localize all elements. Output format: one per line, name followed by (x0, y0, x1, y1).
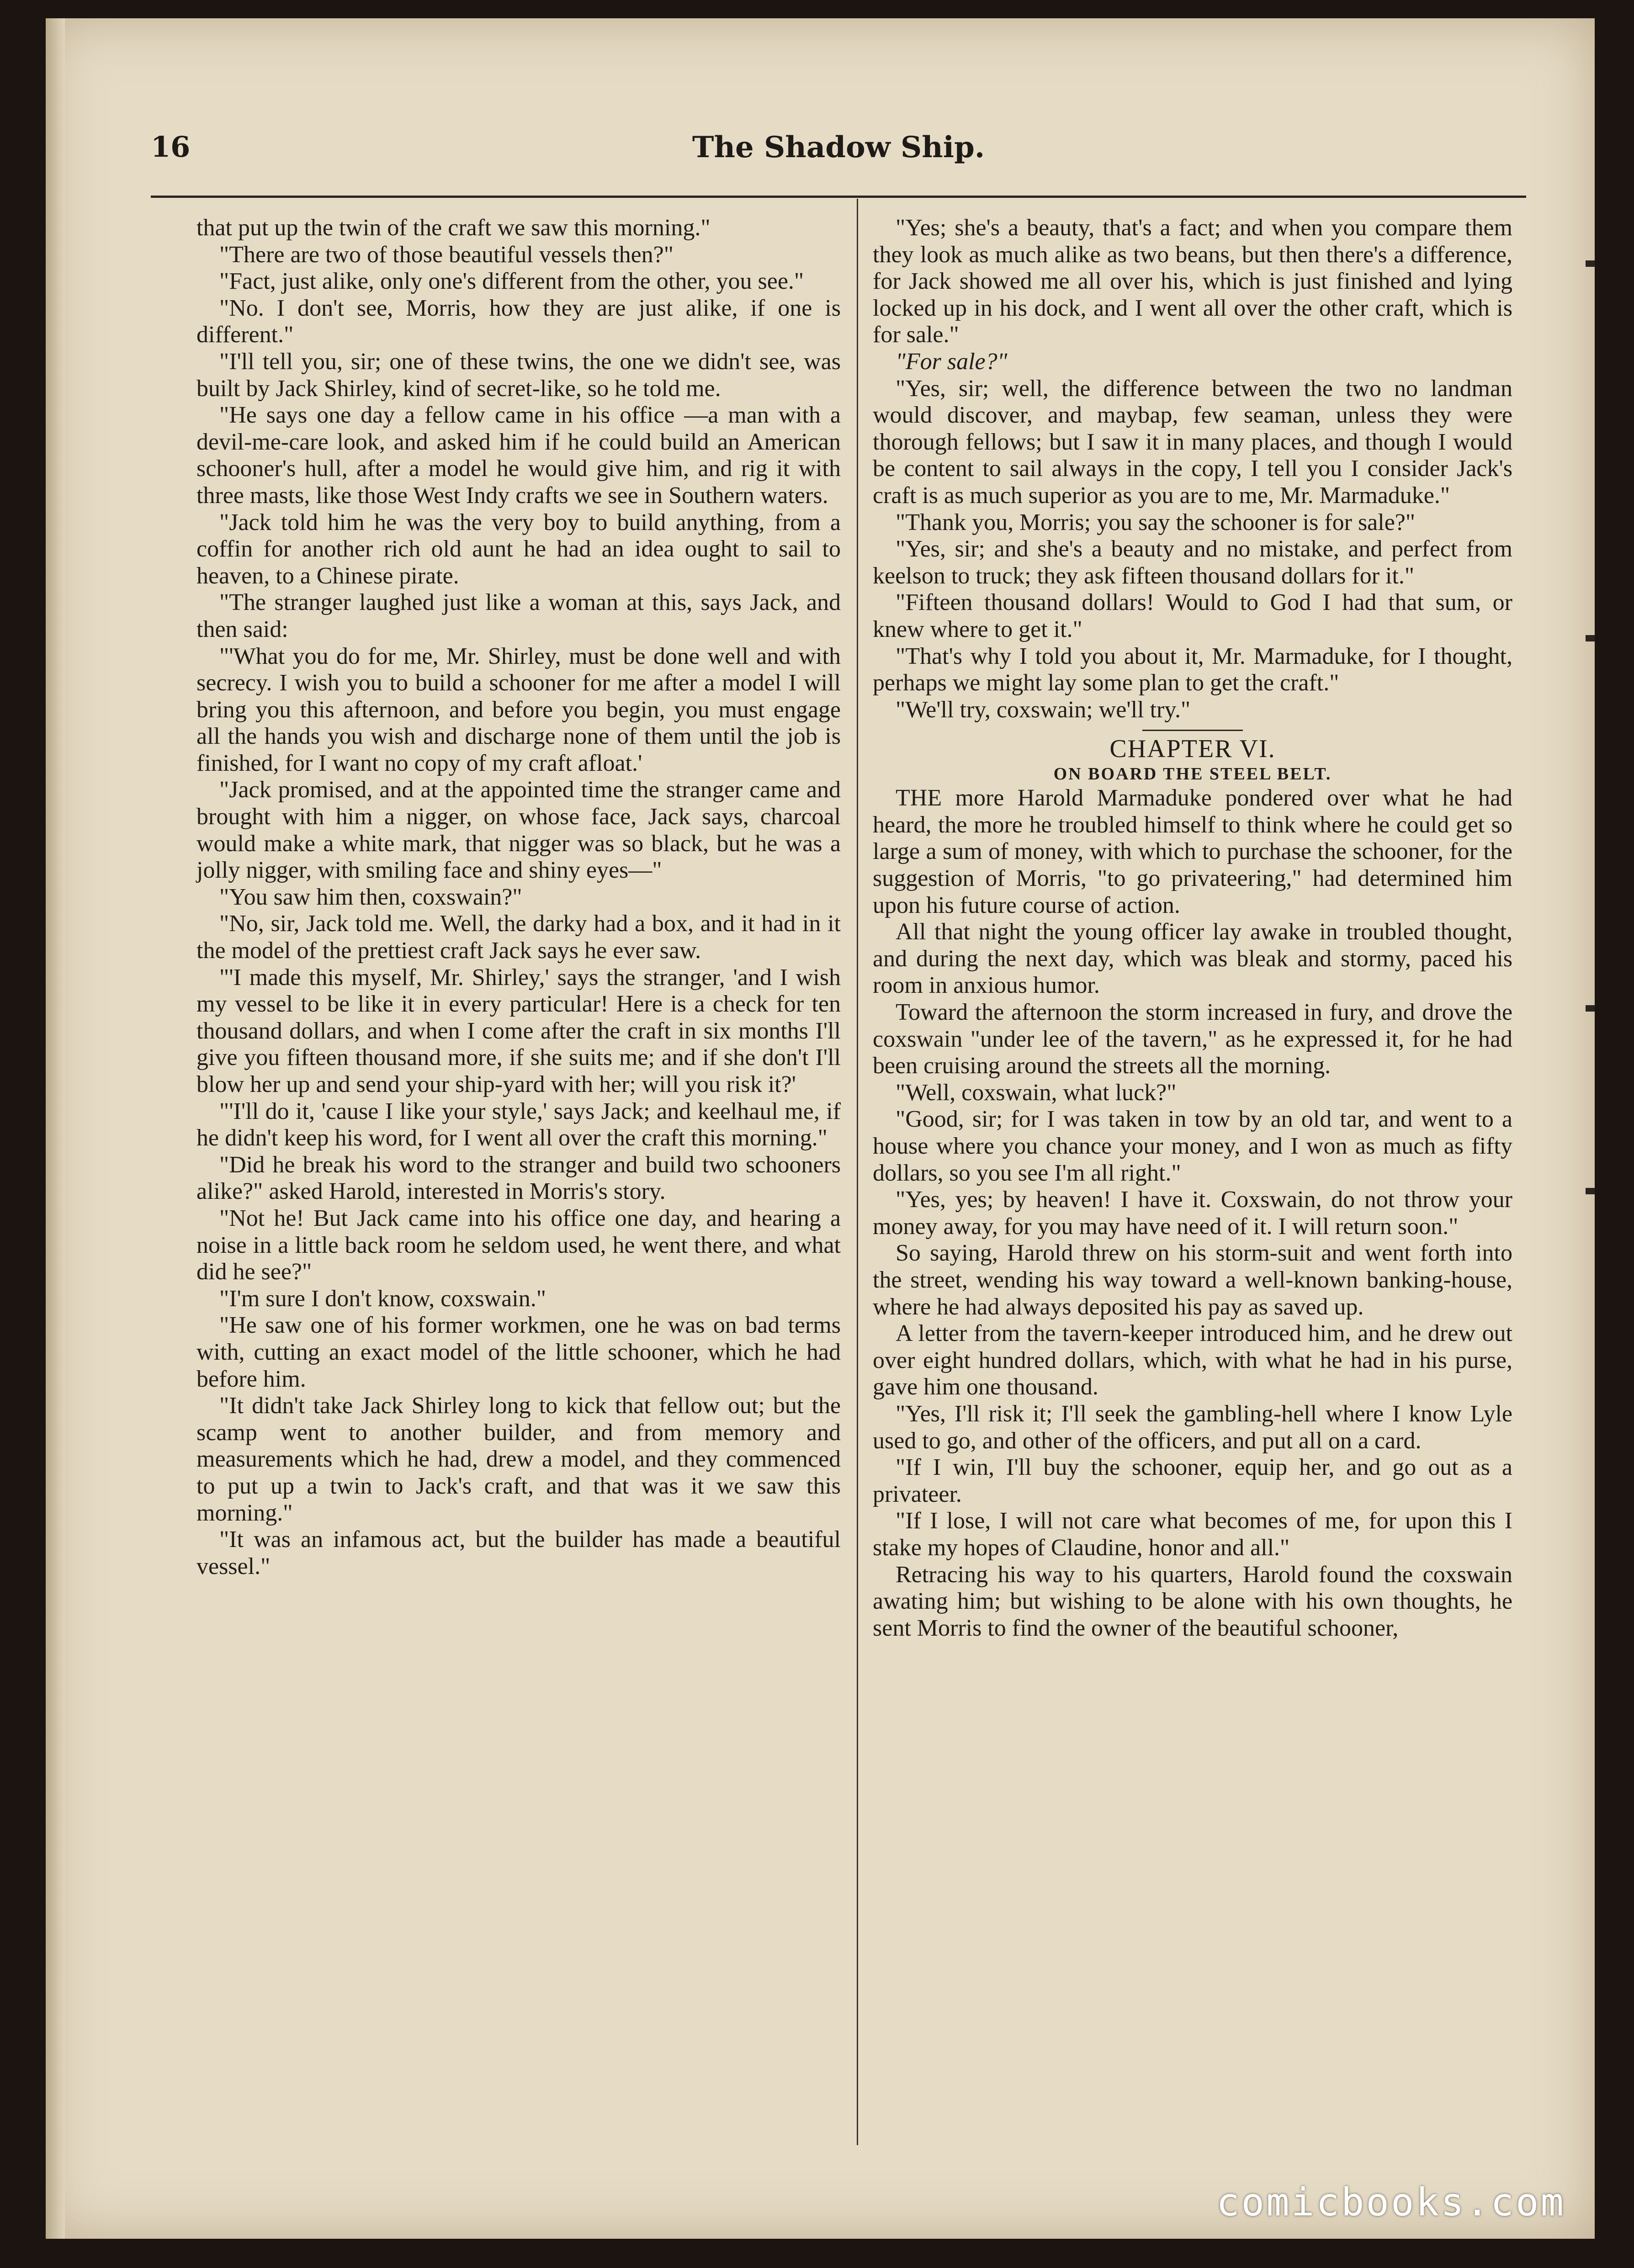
margin-mark (1586, 1188, 1595, 1194)
paragraph: So saying, Harold threw on his storm-suit and went forth into the street, wending his way toward a well-known banking-house, where he had always deposited his pay as saved up. (873, 1240, 1512, 1320)
chapter-heading (873, 730, 1512, 785)
paragraph: "Yes; she's a beauty, that's a fact; and when you compare them they look as much alike as two beans, but then there's a difference, for Jack showed me all over his, which is just finished and lying locked up in his dock, and I went all over the other craft, which is for sale." (873, 215, 1512, 348)
margin-mark (1586, 260, 1595, 267)
paragraph: "I'm sure I don't know, coxswain." (219, 1285, 546, 1312)
paragraph: THE more Harold Marmaduke pondered over what he had heard, the more he troubled himself to think where he could get so large a sum of money, with which to purchase the schooner, for the suggestion of Morris, "to go privateering," had determined him upon his future course of action. (873, 785, 1512, 918)
chapter-number: CHAPTER VI. (1109, 735, 1276, 763)
paragraph: "It was an infamous act, but the builder has made a beautiful vessel." (196, 1526, 841, 1579)
paragraph: "He saw one of his former workmen, one he was on bad terms with, cutting an exact model of the little schooner, which he had before him. (196, 1312, 841, 1392)
paragraph: "'I made this myself, Mr. Shirley,' says the stranger, 'and I wish my vessel to be like it in every particular! Here is a check for ten thousand dollars, and when I come after the craft in six months I'll give you fifteen thousand more, if she suits me; and if she don't I'll blow her up and send your ship-yard with her; will you risk it?' (196, 964, 841, 1097)
paragraph: "Did he break his word to the stranger and build two schooners alike?" asked Harold, interested in Morris's story. (196, 1151, 841, 1205)
paragraph: "He says one day a fellow came in his office —a man with a devil-me-care look, and asked him if he could build an American schooner's hull, after a model he would give him, and rig it with three masts, like those West Indy crafts we see in Southern waters. (196, 402, 841, 509)
paragraph: "I'll tell you, sir; one of these twins, the one we didn't see, was built by Jack Shirley, kind of secret-like, so he told me. (196, 348, 841, 402)
paragraph: "Good, sir; for I was taken in tow by an old tar, and went to a house where you chance your money, and I won as much as fifty dollars, so you see I'm all right." (873, 1106, 1512, 1186)
paragraph: "We'll try, coxswain; we'll try." (896, 696, 1191, 723)
paragraph: "Yes, sir; well, the difference between the two no landman would discover, and maybap, few seaman, unless they were thorough fellows; but I saw it in many places, and though I would be content to sail always in the copy, I tell you I consider Jack's craft is as much superior as you are to me, Mr. Marmaduke." (873, 375, 1512, 509)
paragraph: "The stranger laughed just like a woman at this, says Jack, and then said: (196, 589, 841, 642)
paragraph: "Jack promised, and at the appointed time the stranger came and brought with him a nigger, on whose face, Jack says, charcoal would make a white mark, that nigger was so black, but he was a jolly nigger, with smiling face and shiny eyes—" (196, 777, 841, 884)
paragraph: that put up the twin of the craft we saw this morning." (196, 215, 711, 241)
page-binding-edge (46, 18, 65, 2239)
paragraph: "'What you do for me, Mr. Shirley, must be done well and with secrecy. I wish you to build a schooner for me after a model I will bring you this afternoon, and before you begin, you must engage all the hands you wish and discharge none of them until the job is finished, for I want no copy of my craft afloat.' (196, 643, 841, 776)
paragraph: "If I win, I'll buy the schooner, equip her, and go out as a privateer. (873, 1454, 1512, 1507)
paragraph: "Thank you, Morris; you say the schooner is for sale?" (896, 509, 1416, 535)
paragraph: "It didn't take Jack Shirley long to kick that fellow out; but the scamp went to another builder, and from memory and measurements which he had, drew a model, and they commenced to put up a twin to Jack's craft, and that was it we saw this morning." (196, 1393, 841, 1526)
paragraph: "That's why I told you about it, Mr. Marmaduke, for I thought, perhaps we might lay some plan to get the craft." (873, 643, 1512, 696)
watermark-logo: comicbooks.com (1216, 2180, 1565, 2225)
right-column (873, 215, 1512, 1642)
paragraph: "There are two of those beautiful vessels then?" (219, 241, 674, 268)
paragraph: A letter from the tavern-keeper introduced him, and he drew out over eight hundred dollars, which, with what he had in his purse, gave him one thousand. (873, 1320, 1512, 1400)
page-number: 16 (151, 130, 191, 164)
margin-mark (1586, 635, 1595, 641)
chapter-rule (1142, 730, 1243, 731)
paragraph: "Yes, I'll risk it; I'll seek the gambling-hell where I know Lyle used to go, and other of the officers, and put all on a card. (873, 1400, 1512, 1454)
paragraph: "No, sir, Jack told me. Well, the darky had a box, and it had in it the model of the prettiest craft Jack says he ever saw. (196, 911, 841, 964)
magazine-page (46, 18, 1595, 2239)
paragraph: "If I lose, I will not care what becomes of me, for upon this I stake my hopes of Claudine, honor and all." (873, 1508, 1512, 1561)
chapter-title: ON BOARD THE STEEL BELT. (1053, 764, 1332, 784)
paragraph: "You saw him then, coxswain?" (219, 884, 522, 910)
margin-mark (1586, 1005, 1595, 1012)
paragraph: Retracing his way to his quarters, Harold found the coxswain awating him; but wishing to be alone with his own thoughts, he sent Morris to find the owner of the beautiful schooner, (873, 1561, 1512, 1641)
paragraph: "Yes, sir; and she's a beauty and no mistake, and perfect from keelson to truck; they ask fifteen thousand dollars for it." (873, 536, 1512, 589)
paragraph: Toward the afternoon the storm increased in fury, and drove the coxswain "under lee of the tavern," as he expressed it, for he had been cruising around the streets all the morning. (873, 999, 1512, 1079)
paragraph: "Fact, just alike, only one's different from the other, you see." (219, 268, 804, 295)
paragraph: "Not he! But Jack came into his office one day, and hearing a noise in a little back room he seldom used, he went there, and what did he see?" (196, 1205, 841, 1285)
paragraph: All that night the young officer lay awake in troubled thought, and during the next day, which was bleak and stormy, paced his room in anxious humor. (873, 919, 1512, 999)
column-divider (857, 199, 858, 2145)
paragraph: "Fifteen thousand dollars! Would to God I had that sum, or knew where to get it." (873, 589, 1512, 642)
left-column (196, 215, 841, 1580)
paragraph: "Jack told him he was the very boy to build anything, from a coffin for another rich old aunt he had an idea ought to sail to heaven, to a Chinese pirate. (196, 509, 841, 589)
paragraph: "Well, coxswain, what luck?" (896, 1079, 1177, 1106)
paragraph: "No. I don't see, Morris, how they are just alike, if one is different." (196, 295, 841, 348)
page-header (151, 130, 1526, 194)
running-title: The Shadow Ship. (692, 130, 985, 164)
paragraph: "'I'll do it, 'cause I like your style,' says Jack; and keelhaul me, if he didn't keep his word, for I went all over the craft this morning." (196, 1098, 841, 1151)
paragraph: "Yes, yes; by heaven! I have it. Coxswain, do not throw your money away, for you may have need of it. I will return soon." (873, 1187, 1512, 1240)
header-rule (151, 196, 1526, 198)
paragraph: "For sale?" (896, 348, 1008, 375)
